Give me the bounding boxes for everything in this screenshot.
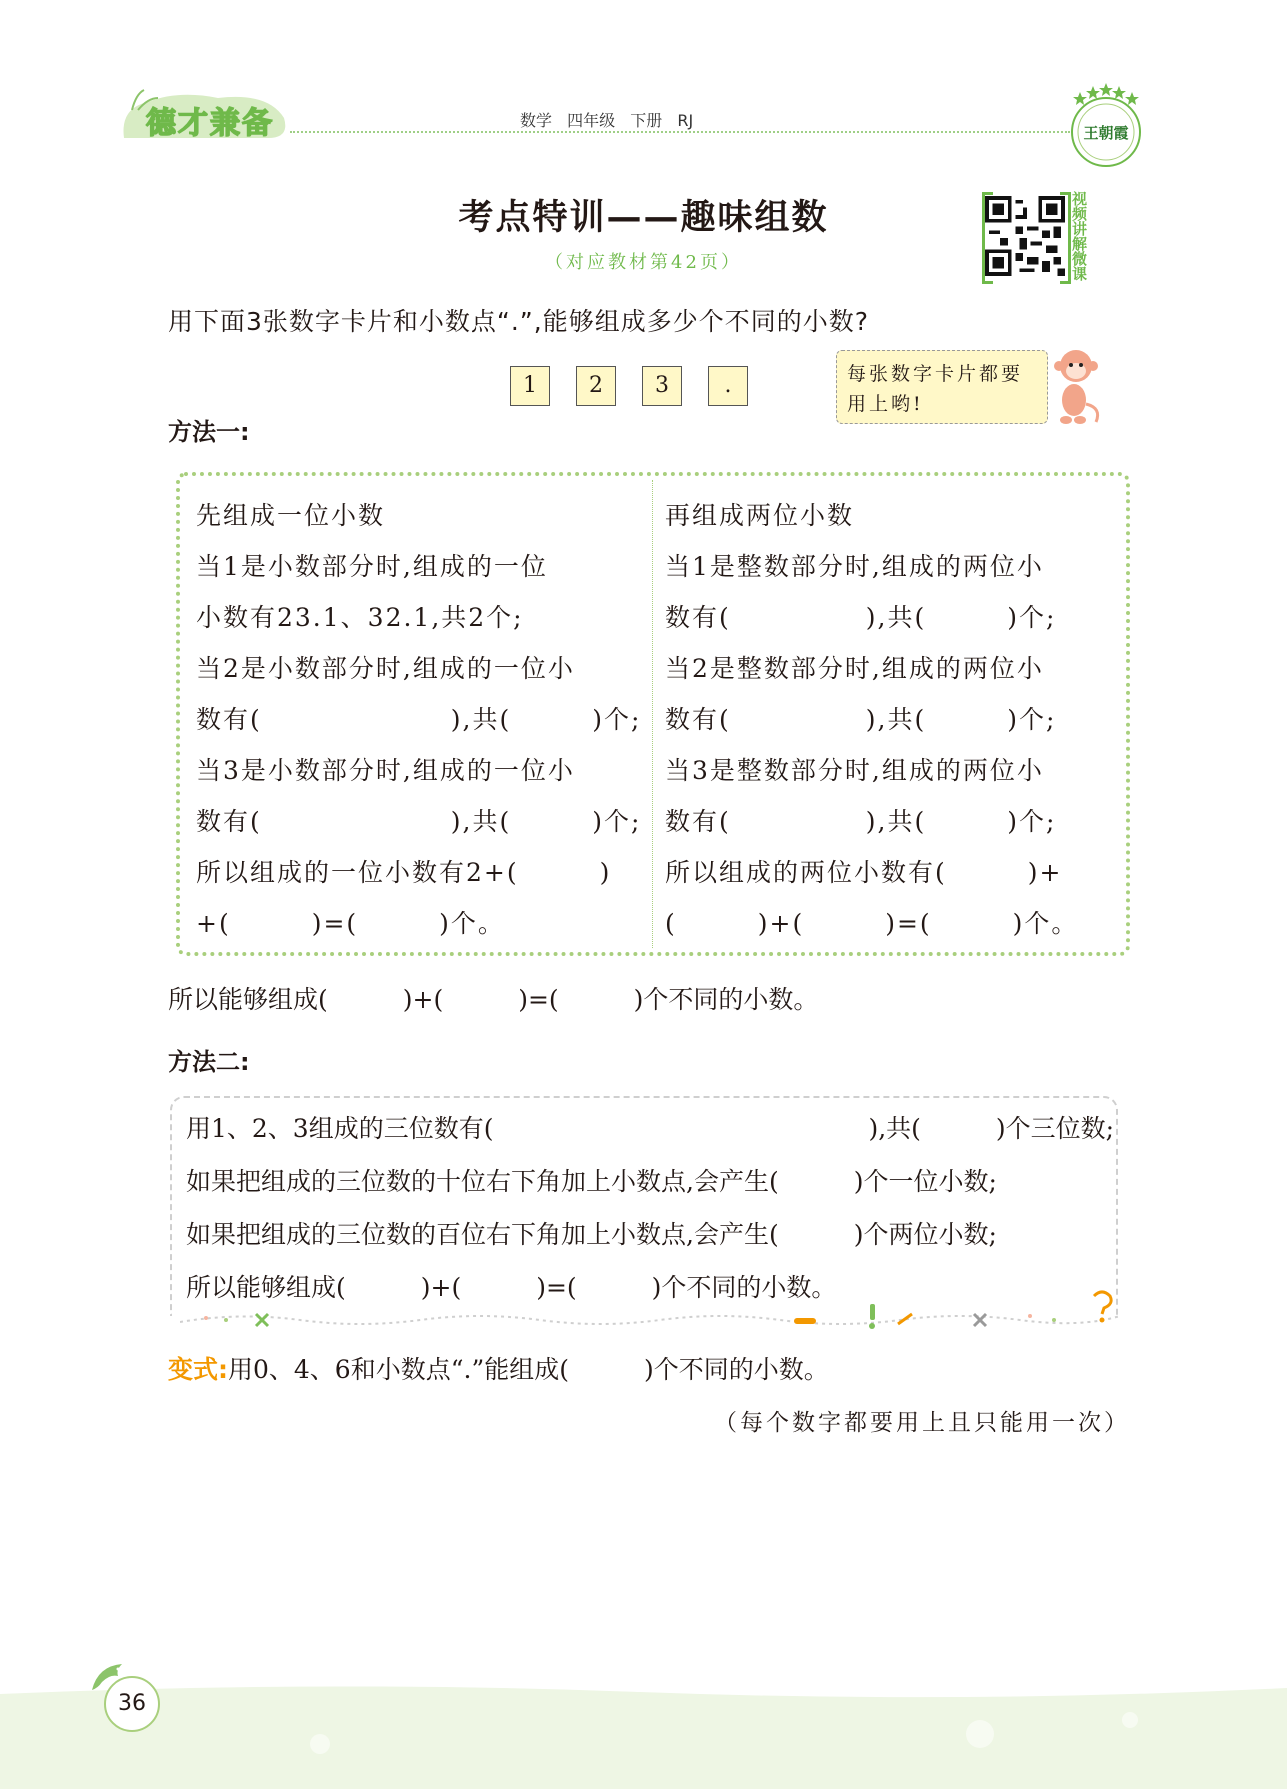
digit-card-3: 3 — [642, 366, 682, 406]
variant-note: （每个数字都要用上且只能用一次） — [714, 1410, 1130, 1436]
page-number: 36 — [104, 1676, 160, 1732]
digit-card-2: 2 — [576, 366, 616, 406]
method-two-lines — [186, 1102, 1114, 1314]
decimal-point-card: . — [708, 366, 748, 406]
one-decimal-line: 先组成一位小数 — [196, 501, 386, 530]
times-mark-icon — [974, 1314, 986, 1326]
one-decimal-line: 小数有23.1、32.1,共2个; — [196, 603, 524, 632]
two-decimal-column — [665, 490, 1125, 949]
exclamation-mark-icon — [869, 1304, 875, 1329]
method-two-line: 如果把组成的三位数的十位右下角加上小数点,会产生( )个一位小数; — [186, 1167, 997, 1196]
qr-code-icon[interactable] — [985, 196, 1065, 276]
two-decimal-answer-line: 数有( ),共( )个; — [665, 705, 1057, 734]
one-decimal-answer-line: 数有( ),共( )个; — [196, 705, 642, 734]
minus-mark-icon — [794, 1318, 816, 1324]
header-subject: 数学 — [520, 111, 553, 130]
header-edition: RJ — [677, 111, 694, 130]
header-book-info — [520, 108, 693, 131]
two-decimal-answer-line: 数有( ),共( )个; — [665, 603, 1057, 632]
variant-text: 用0、4、6和小数点“.”能组成( )个不同的小数。 — [228, 1355, 829, 1384]
footer-background-wave — [0, 1680, 1287, 1789]
two-decimal-answer-line: ( )+( )=( )个。 — [665, 909, 1079, 938]
page-title: 考点特训——趣味组数 — [458, 198, 829, 238]
two-decimal-line: 再组成两位小数 — [665, 501, 855, 530]
method-one-label: 方法一: — [168, 418, 250, 446]
one-decimal-answer-line: +( )=( )个。 — [196, 909, 505, 938]
two-decimal-line: 当2是整数部分时,组成的两位小 — [665, 654, 1044, 683]
variant-question — [168, 1350, 829, 1386]
seal-text: 王朝霞 — [1083, 124, 1129, 142]
method-two-line: 用1、2、3组成的三位数有( ),共( )个三位数; — [186, 1114, 1115, 1143]
method-two-line: 如果把组成的三位数的百位右下角加上小数点,会产生( )个两位小数; — [186, 1220, 997, 1249]
author-seal-logo — [1066, 80, 1146, 176]
two-decimal-answer-line: 所以组成的两位小数有( )+ — [665, 858, 1063, 887]
brand-logo-text: 德才兼备 — [146, 106, 274, 141]
one-decimal-answer-line: 数有( ),共( )个; — [196, 807, 642, 836]
two-decimal-line: 当3是整数部分时,组成的两位小 — [665, 756, 1044, 785]
one-decimal-line: 当3是小数部分时,组成的一位小 — [196, 756, 575, 785]
one-decimal-line: 当2是小数部分时,组成的一位小 — [196, 654, 575, 683]
one-decimal-column — [196, 490, 644, 949]
question-text: 用下面3张数字卡片和小数点“.”,能够组成多少个不同的小数? — [168, 307, 869, 336]
qr-caption: 视频讲解微课 — [1072, 190, 1088, 283]
header-grade: 四年级 — [567, 111, 616, 130]
page-subtitle: （对应教材第42页） — [545, 252, 742, 273]
header-divider — [290, 131, 1070, 133]
method-two-line: 所以能够组成( )+( )=( )个不同的小数。 — [186, 1273, 837, 1302]
hint-bubble: 每张数字卡片都要用上哟! — [836, 350, 1048, 424]
question-mark-icon — [1094, 1292, 1111, 1314]
one-decimal-line: 当1是小数部分时,组成的一位 — [196, 552, 548, 581]
two-decimal-line: 当1是整数部分时,组成的两位小 — [665, 552, 1044, 581]
method-two-label: 方法二: — [168, 1048, 250, 1076]
decorative-wavy-line — [180, 1290, 1120, 1340]
one-decimal-answer-line: 所以组成的一位小数有2+( ) — [196, 858, 612, 887]
cross-mark-icon — [256, 1314, 268, 1326]
method-one-divider — [652, 480, 653, 948]
header-term: 下册 — [630, 111, 663, 130]
two-decimal-answer-line: 数有( ),共( )个; — [665, 807, 1057, 836]
digit-card-1: 1 — [510, 366, 550, 406]
monkey-mascot-icon — [1048, 346, 1104, 428]
method-one-conclusion: 所以能够组成( )+( )=( )个不同的小数。 — [168, 985, 819, 1014]
variant-label: 变式: — [168, 1355, 228, 1384]
